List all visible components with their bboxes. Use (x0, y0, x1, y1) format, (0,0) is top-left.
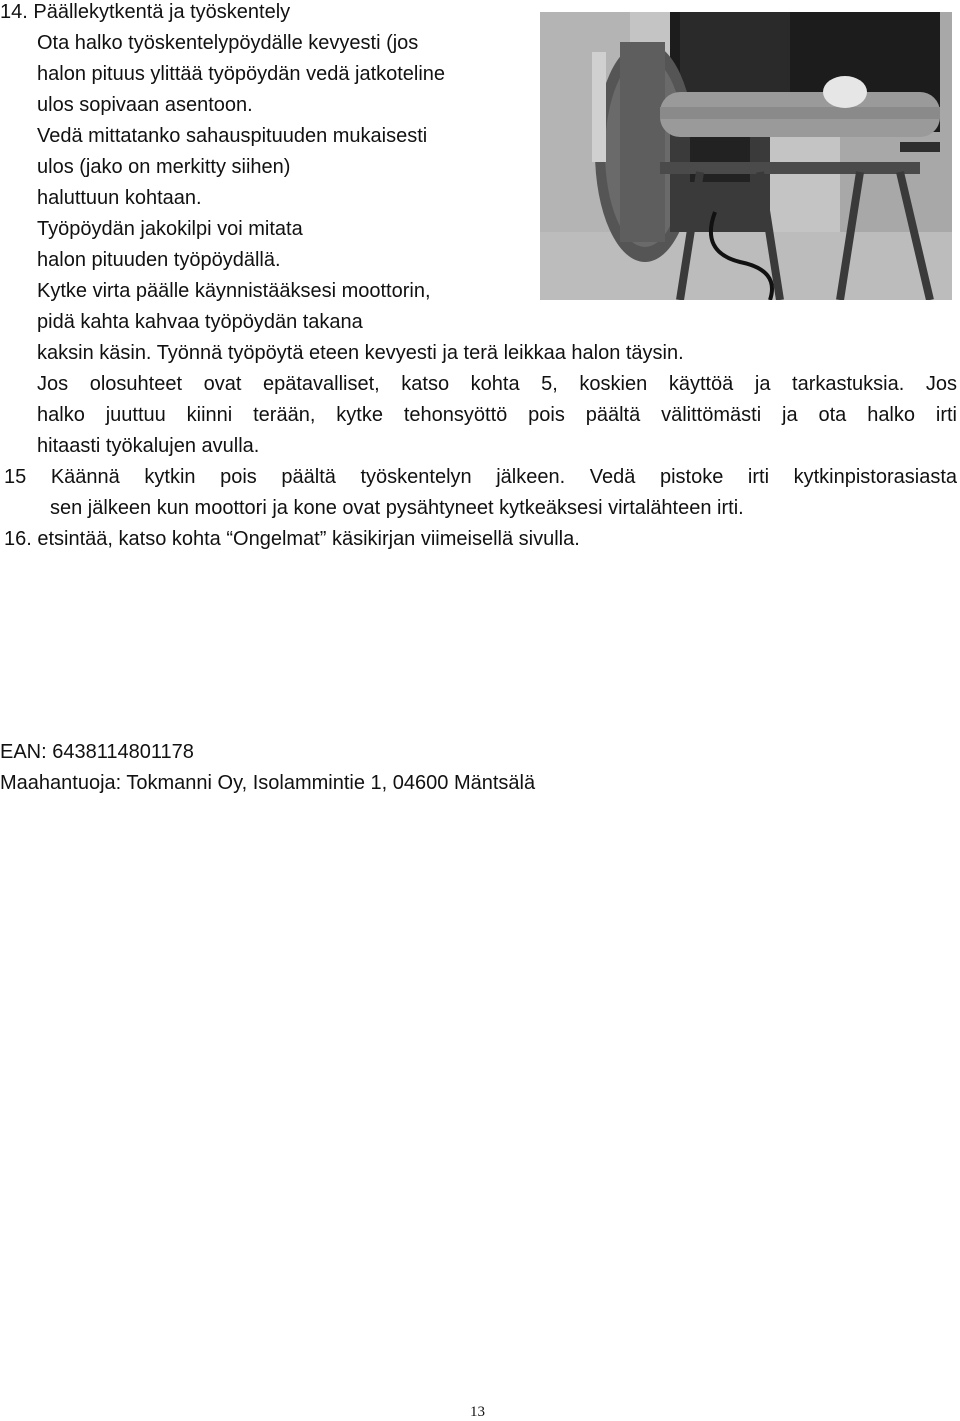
step-14-title: 14. Päällekytkentä ja työskentely (0, 1, 291, 23)
step-14-line: halko juuttuu kiinni terään, kytke tehonsyöttö pois päältä välittömästi ja ota halko irti (37, 404, 957, 426)
ean-code: EAN: 6438114801178 (0, 741, 194, 763)
step-14-line: Jos olosuhteet ovat epätavalliset, katso kohta 5, koskien käyttöä ja tarkastuksia. Jos (37, 373, 957, 395)
page-number: 13 (470, 1404, 485, 1420)
step-14-line: Työpöydän jakokilpi voi mitata (37, 218, 303, 240)
step-14-line: Ota halko työskentelypöydälle kevyesti (jos (37, 32, 419, 54)
step-14-line: haluttuun kohtaan. (37, 187, 202, 209)
step-15-line: sen jälkeen kun moottori ja kone ovat pysähtyneet kytkeäksesi virtalähteen irti. (50, 497, 744, 519)
step-16-line: 16. etsintää, katso kohta “Ongelmat” käsikirjan viimeisellä sivulla. (4, 528, 580, 550)
log-saw-machine-photo (540, 12, 952, 300)
step-14-line: ulos (jako on merkitty siihen) (37, 156, 291, 178)
importer-info: Maahantuoja: Tokmanni Oy, Isolammintie 1, 04600 Mäntsälä (0, 772, 536, 794)
step-14-line: Kytke virta päälle käynnistääksesi moottorin, (37, 280, 431, 302)
step-14-line: halon pituuden työpöydällä. (37, 249, 281, 271)
step-14-line: hitaasti työkalujen avulla. (37, 435, 260, 457)
step-14-line: Vedä mittatanko sahauspituuden mukaisesti (37, 125, 428, 147)
step-14-line: kaksin käsin. Työnnä työpöytä eteen kevyesti ja terä leikkaa halon täysin. (37, 342, 684, 364)
step-14-line: pidä kahta kahvaa työpöydän takana (37, 311, 363, 333)
step-15-line: 15 Käännä kytkin pois päältä työskentelyn jälkeen. Vedä pistoke irti kytkinpistorasiasta (4, 466, 957, 488)
step-14-line: ulos sopivaan asentoon. (37, 94, 253, 116)
step-14-line: halon pituus ylittää työpöydän vedä jatkoteline (37, 63, 446, 85)
